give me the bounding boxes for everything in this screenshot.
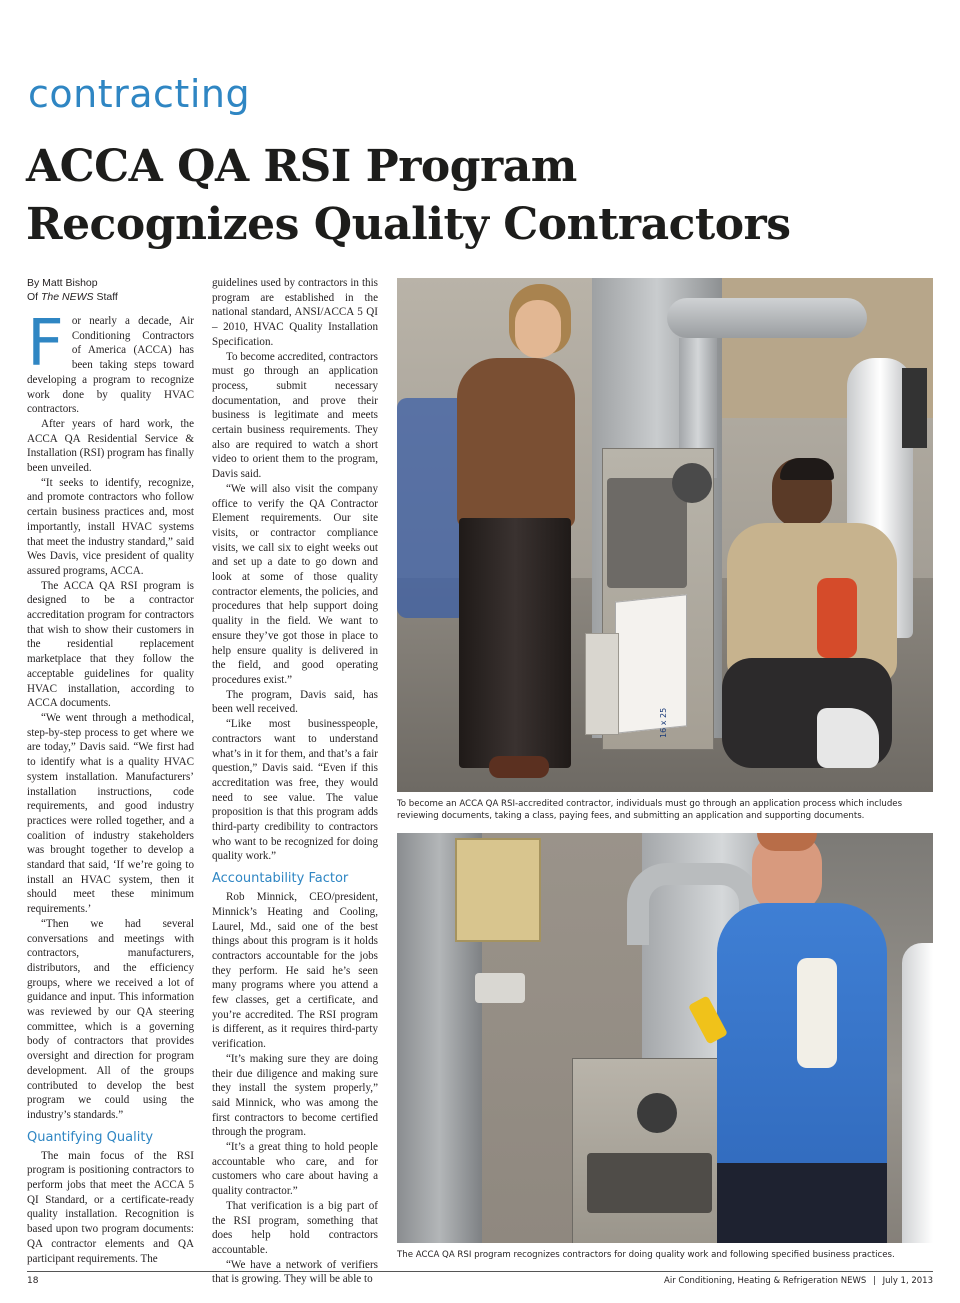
paragraph: “Then we had several conversations and meetings with contractors, manufacturers, distributors, and the efficiency groups, where we received a lot of guidance and input. This information was reviewed by our QA steering committee, which is a governing body of contractors that provides oversight and direction for program development. All of the groups contributed to develop the best program we could using the industry’s standards.”	[27, 917, 194, 1121]
section-label: contracting	[28, 72, 251, 116]
photo-caption-2: The ACCA QA RSI program recognizes contractors for doing quality work and following specified business practices.	[397, 1250, 895, 1260]
photo-technician-with-meter	[397, 833, 933, 1243]
byline	[27, 276, 194, 304]
footer-publication-line	[664, 1276, 933, 1286]
paragraph: guidelines used by contractors in this program are established in the national standard, ANSI/ACCA 5 QI – 2010, HVAC Quality Installation Specification.	[212, 277, 378, 348]
byline-publication: The NEWS	[41, 291, 94, 303]
footer-rule	[27, 1271, 933, 1272]
article-column-1	[27, 276, 194, 1266]
footer-date: July 1, 2013	[882, 1276, 933, 1286]
paragraph: The program, Davis said, has been well received.	[212, 688, 378, 716]
paragraph: “It’s a great thing to hold people accountable who care, and for customers who care about having a quality contractor.”	[212, 1141, 378, 1198]
intro-paragraph: For nearly a decade, Air Conditioning Contractors of America (ACCA) has been taking steps toward developing a program to recognize work done by quality HVAC contractors.	[27, 307, 194, 416]
paragraph: “Like most businesspeople, contractors want to understand what’s in it for them, and that’s a fair question,” Davis said. “Even if this accreditation was free, they would need to see value. The value proposition is that this program adds third-party credibility to contractors who want to be recognized for doing quality work.”	[212, 718, 378, 863]
paragraph: The ACCA QA RSI program is designed to be a contractor accreditation program for contractors that wish to show their customers in the residential replacement marketplace that they follow the acceptable guidelines for quality HVAC installation, according to ACCA documents.	[27, 579, 194, 710]
subhead-quantifying-quality: Quantifying Quality	[27, 1129, 154, 1145]
headline-line-2: Recognizes Quality Contractors	[26, 199, 791, 250]
paragraph: “It’s making sure they are doing their due diligence and making sure they install the system properly,” said Minnick, who was among the first contractors to become certified through the program.	[212, 1052, 378, 1139]
paragraph: The main focus of the RSI program is positioning contractors to perform jobs that meet the ACCA 5 QI Standard, or a certificate-ready quality installation. Recognition is based upon two program documents: QA contractor elements and QA participant requirements. The	[27, 1149, 194, 1265]
paragraph: “It seeks to identify, recognize, and promote contractors who follow certain business practices and, most importantly, install HVAC systems that meet the industry standard,” said Wes Davis, vice president of quality assured programs, ACCA.	[27, 476, 194, 577]
page-number: 18	[27, 1276, 39, 1286]
paragraph: To become accredited, contractors must go through an application process, submit necessary documentation, and prove their business is legitimate and meets certain business requirements. They also are required to watch a short video to orient them to the program, Davis said.	[212, 350, 378, 481]
photo-caption-1: To become an ACCA QA RSI-accredited contractor, individuals must go through an application process which includes reviewing documents, taking a class, paying fees, and submitting an application and supporting documents.	[397, 799, 903, 821]
headline-line-1: ACCA QA RSI Program	[26, 141, 577, 192]
byline-staff: Of The NEWS Staff	[27, 291, 118, 303]
drop-cap: F	[27, 307, 64, 381]
paragraph: “We went through a methodical, step-by-step process to get where we are today,” Davis said. “We first had to identify what is a quality HVAC system installation. Manufacturers’ installation instructions, code requirements, and good industry practices were rolled together, and a coalition of industry stakeholders was brought together to develop a standard that said, ‘If we’re going to install an HVAC system, then it should meet these minimum requirements.’	[27, 711, 194, 916]
article-headline	[26, 138, 926, 254]
paragraph: “We have a network of verifiers that is growing. They will be able to	[212, 1258, 378, 1286]
paragraph: Rob Minnick, CEO/president, Minnick’s Heating and Cooling, Laurel, Md., said one of the best things about this program is it holds contractors accountable for the jobs they perform. He said he’s seen many programs where you attend a few classes, get a certificate, and you’re accredited. The RSI program is different, as it requires third-party verification.	[212, 891, 378, 1051]
paragraph: After years of hard work, the ACCA QA Residential Service & Installation (RSI) program has finally been unveiled.	[27, 417, 194, 475]
byline-author: By Matt Bishop	[27, 277, 98, 289]
footer-separator: |	[872, 1276, 876, 1286]
photo-contractor-with-homeowner	[397, 278, 933, 792]
footer-publication: Air Conditioning, Heating & Refrigeration NEWS	[664, 1276, 867, 1286]
filter-size-label: 16 x 25	[659, 707, 668, 738]
paragraph: “We will also visit the company office to verify the QA Contractor Element requirements. Our site visits, or contractor compliance visits, we call six to eight weeks out and set up a date to go down and look at some of those quality contractor elements, the policies, and procedures that help support doing quality in the field. We want to ensure they’ve got those in place to help ensure quality is delivered in the field, and good operating procedures exist.”	[212, 482, 378, 686]
subhead-accountability-factor: Accountability Factor	[212, 871, 349, 887]
article-column-2	[212, 276, 378, 1287]
paragraph: That verification is a big part of the RSI program, something that does help hold contractors accountable.	[212, 1199, 378, 1256]
